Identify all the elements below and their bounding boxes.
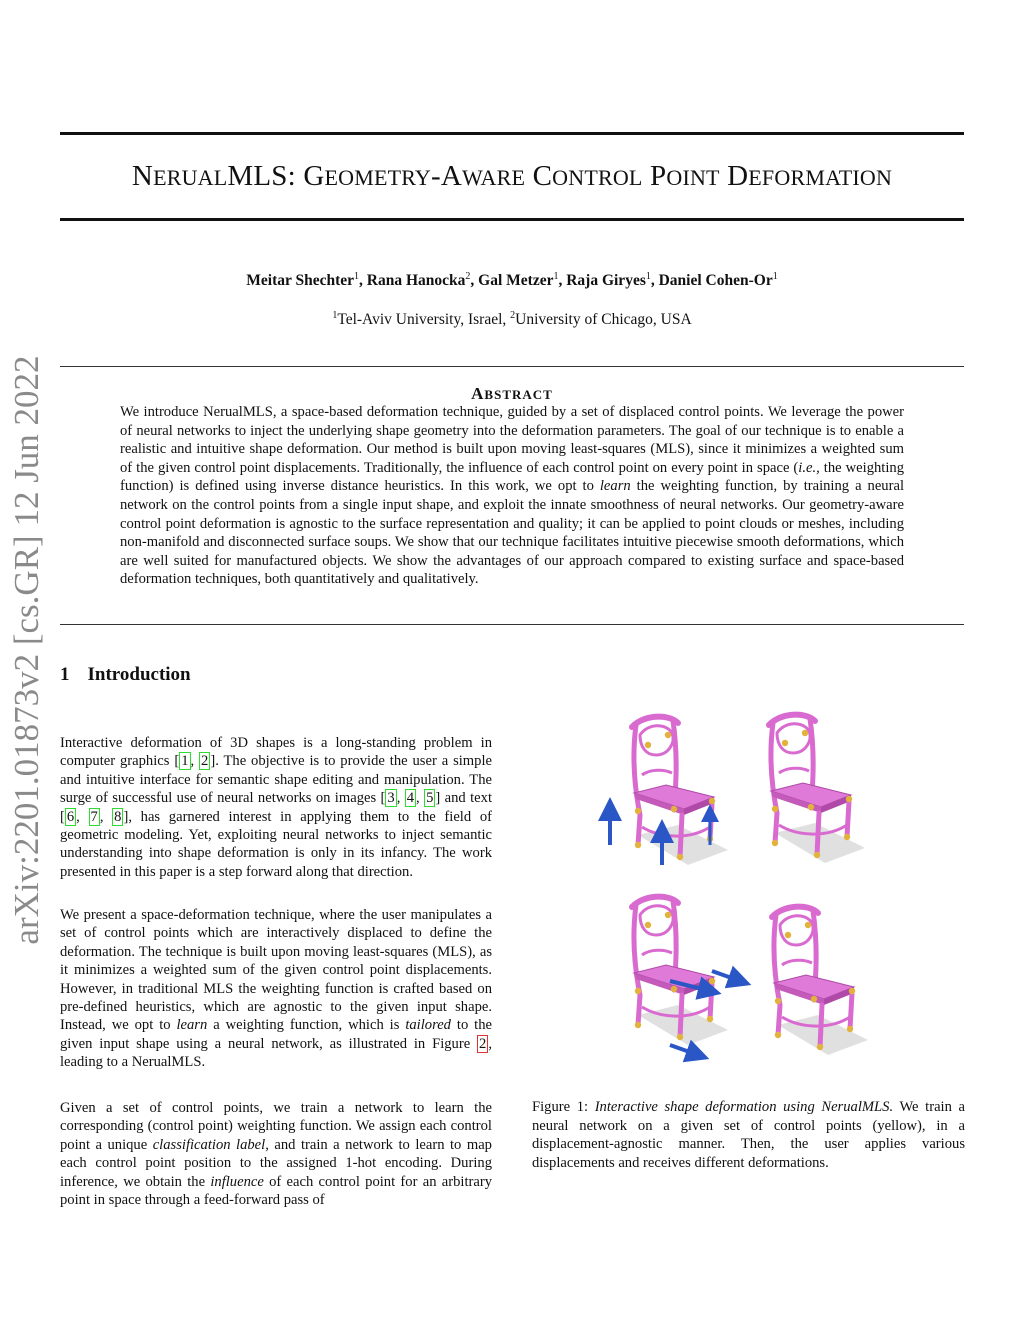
paragraph-intro-2: We present a space-deformation technique, where the user manipulates a set of control points which are interactively displaced to define the deformation. The technique is built upon moving least-squares (MLS), as it minimizes a weighted sum of the given control point displacements. However, in traditional MLS the weighting function is crafted based on pre-defined heuristics, which are agnostic to the given input shape. Instead, we opt to learn a weighting function, which is tailored to the given input shape using a neural network, as illustrated in Figure 2 , leading to a NerualMLS.	[60, 907, 492, 1071]
citation-link[interactable]: 1	[181, 753, 189, 770]
figure-1-chairs	[590, 705, 896, 1071]
title-bottom-rule	[60, 218, 964, 221]
paper-title: NERUALMLS: GEOMETRY-AWARE CONTROL POINT DEFORMATION	[131, 160, 893, 192]
figure-reference-link[interactable]: 2	[479, 1035, 487, 1052]
citation-link[interactable]: 7	[90, 808, 98, 825]
citation-link[interactable]: 5	[426, 790, 434, 807]
citation-link[interactable]: 4	[406, 790, 415, 807]
paragraph-intro-1: Interactive deformation of 3D shapes is a long-standing problem in computer graphics [ 1 , 2 ]. The objective is to provide the user a simple and intuitive interface for semantic shape editing and manipulation. The surge of successful use of neural networks on images [ 3 , 4 , 5 ] and text [ 6 , 7 , 8 ], has garnered interest in applying them to the field of geometric modeling. Yet, exploiting neural networks to inject semantic understanding into shape deformation is only in its infancy. The work presented in this paper is a step forward along that direction.	[60, 735, 492, 880]
citation-link[interactable]: 2	[201, 753, 209, 770]
section-heading-introduction: 1 Introduction	[60, 664, 191, 685]
top-rule	[60, 132, 964, 135]
citation-link[interactable]: 6	[66, 808, 75, 825]
affiliations: $^1$Tel-Aviv University, Israel, $^2$University of Chicago, USA	[332, 310, 692, 329]
chair-top-right	[769, 715, 865, 863]
figure-1-caption: Figure 1: Interactive shape deformation using NerualMLS. We train a neural network on a given set of control points (yellow), in a displacement-agnostic manner. Then, the user applies various displacements and receives different deformations.	[532, 1099, 965, 1171]
arxiv-identifier: arXiv:2201.01873v2 [cs.GR] 12 Jun 2022	[7, 355, 46, 945]
author: Rana Hanocka$^2$,	[366, 271, 479, 290]
abstract-bottom-rule	[60, 624, 964, 625]
chair-bottom-right	[772, 907, 868, 1055]
abstract-heading: ABSTRACT	[471, 384, 553, 403]
chair-top-left	[632, 717, 728, 865]
paragraph-intro-3: Given a set of control points, we train a network to learn the corresponding (control point) weighting function. We assign each control point a unique classification label, and train a network to learn to map each control point position to the assigned 1-hot encoding. During inference, we obtain the influence of each control point for an arbitrary point in space through a feed-forward pass of	[60, 1100, 492, 1209]
author-list	[60, 271, 964, 290]
abstract-top-rule	[60, 366, 964, 367]
author: Meitar Shechter$^1$,	[246, 271, 367, 290]
author: Daniel Cohen-Or$^1$	[658, 271, 778, 290]
author: Gal Metzer$^1$,	[478, 271, 567, 290]
author: Raja Giryes$^1$,	[566, 271, 659, 290]
citation-link[interactable]: 3	[387, 790, 395, 807]
abstract-body: We introduce NerualMLS, a space-based deformation technique, guided by a set of displaced control points. We leverage the power of neural networks to inject the underlying shape geometry into the deformation parameters. The goal of our technique is to enable a realistic and intuitive shape deformation. Our method is built upon moving least-squares (MLS), since it minimizes a weighted sum of the given control point displacements. Traditionally, the influence of each control point on every point in space (i.e., the weighting function) is defined using inverse distance heuristics. In this work, we opt to learn the weighting function, by training a neural network on the control points from a single input shape, and exploit the innate smoothness of neural networks. Our geometry-aware control point deformation is agnostic to the surface representation and quality; it can be applied to point clouds or meshes, including non-manifold and disconnected surface soups. We show that our technique facilitates intuitive piecewise smooth deformations, which are well suited for manufactured objects. We show the advantages of our approach compared to existing surface and space-based deformation techniques, both quantitatively and qualitatively.	[120, 404, 904, 588]
displacement-arrow	[712, 971, 740, 981]
citation-link[interactable]: 8	[114, 808, 122, 825]
displacement-arrow	[670, 1045, 698, 1055]
